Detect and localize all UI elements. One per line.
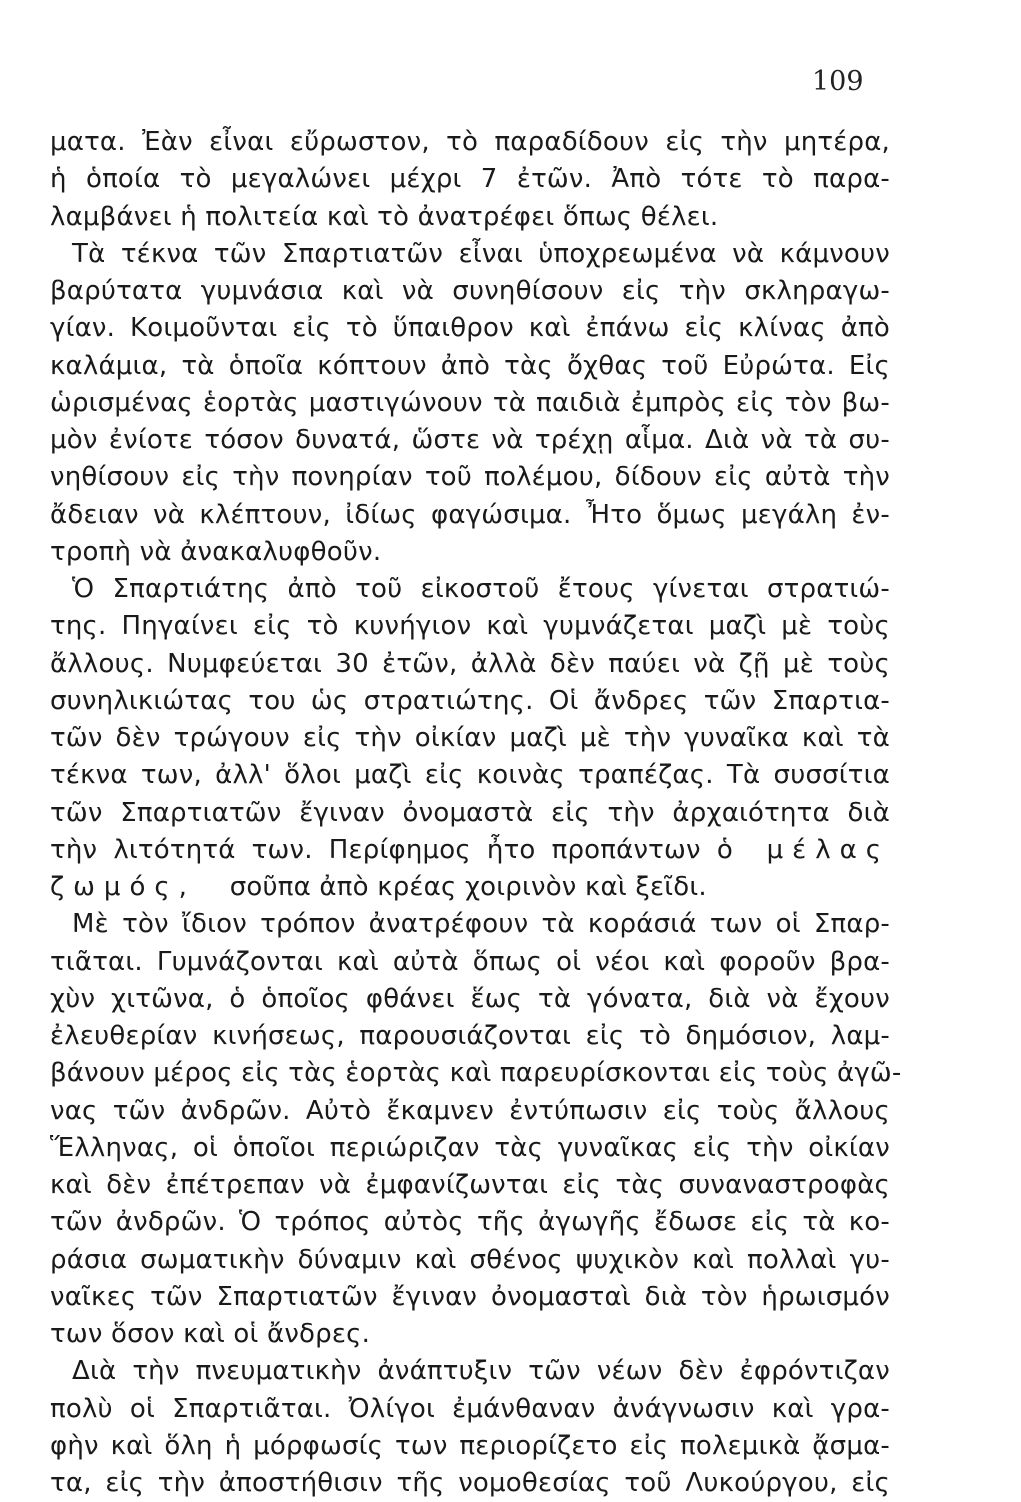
spaced-term: ζωμός, <box>50 872 196 902</box>
text-line: Μὲ τὸν ἴδιον τρόπον ἀνατρέφουν τὰ κοράσιά των οἱ Σπαρ- <box>72 909 890 940</box>
text-line: των ὅσον καὶ οἱ ἄνδρες. <box>50 1319 371 1349</box>
text-line: φὴν καὶ ὅλη ἡ μόρφωσίς των περιορίζετο εἰς πολεμικὰ ᾄσμα- <box>50 1430 890 1461</box>
text-line: ἄδειαν νὰ κλέπτουν, ἰδίως φαγώσιμα. Ἦτο ὅμως μεγάλη ἐν- <box>50 499 890 530</box>
text-line <box>50 832 890 869</box>
text-line: Ἕλληνας, οἱ ὁποῖοι περιώριζαν τὰς γυναῖκας εἰς τὴν οἰκίαν <box>50 1132 890 1163</box>
text-line: ἡ ὁποία τὸ μεγαλώνει μέχρι 7 ἐτῶν. Ἀπὸ τότε τὸ παρα- <box>50 164 890 195</box>
text-line: βαρύτατα γυμνάσια καὶ νὰ συνηθίσουν εἰς τὴν σκληραγω- <box>50 276 890 306</box>
text-line: ματα. Ἐὰν εἶναι εὔρωστον, τὸ παραδίδουν εἰς τὴν μητέρα, <box>50 127 890 157</box>
text-line: τῶν δὲν τρώγουν εἰς τὴν οἰκίαν μαζὶ μὲ τὴν γυναῖκα καὶ τὰ <box>50 723 890 753</box>
text-line: καὶ δὲν ἐπέτρεπαν νὰ ἐμφανίζωνται εἰς τὰς συναναστροφὰς <box>50 1170 890 1200</box>
text-line: γίαν. Κοιμοῦνται εἰς τὸ ὕπαιθρον καὶ ἐπάνω εἰς κλίνας ἀπὸ <box>50 313 890 344</box>
text-segment: σοῦπα ἀπὸ κρέας χοιρινὸν καὶ ξεῖδι. <box>229 872 707 902</box>
text-line: ράσια σωματικὴν δύναμιν καὶ σθένος ψυχικὸν καὶ πολλαὶ γυ- <box>50 1244 890 1275</box>
text-line: Ὁ Σπαρτιάτης ἀπὸ τοῦ εἰκοστοῦ ἔτους γίνεται στρατιώ- <box>72 574 890 604</box>
text-line: τῶν Σπαρτιατῶν ἔγιναν ὀνομαστὰ εἰς τὴν ἀρχαιότητα διὰ <box>50 797 890 828</box>
text-line: νηθίσουν εἰς τὴν πονηρίαν τοῦ πολέμου, δίδουν εἰς αὐτὰ τὴν <box>50 462 890 493</box>
text-segment: τὴν λιτότητά των. Περίφημος ἦτο προπάντων <box>50 834 701 865</box>
text-line: τέκνα των, ἀλλ' ὅλοι μαζὶ εἰς κοινὰς τραπέζας. Τὰ συσσίτια <box>50 760 890 791</box>
text-line: Τὰ τέκνα τῶν Σπαρτιατῶν εἶναι ὑποχρεωμένα νὰ κάμνουν <box>72 238 890 269</box>
text-line: της. Πηγαίνει εἰς τὸ κυνήγιον καὶ γυμνάζεται μαζὶ μὲ τοὺς <box>50 611 890 642</box>
text-line: πολὺ οἱ Σπαρτιᾶται. Ὀλίγοι ἐμάνθαναν ἀνάγνωσιν καὶ γρα- <box>50 1393 890 1424</box>
text-line: ἐλευθερίαν κινήσεως, παρουσιάζονται εἰς τὸ δημόσιον, λαμ- <box>50 1021 890 1051</box>
text-line: βάνουν μέρος εἰς τὰς ἑορτὰς καὶ παρευρίσκονται εἰς τοὺς ἀγῶ- <box>50 1058 902 1089</box>
text-line: λαμβάνει ἡ πολιτεία καὶ τὸ ἀνατρέφει ὅπως θέλει. <box>50 201 719 232</box>
text-line: καλάμια, τὰ ὁποῖα κόπτουν ἀπὸ τὰς ὄχθας τοῦ Εὐρώτα. Εἰς <box>50 350 890 381</box>
body-text <box>50 124 902 1502</box>
text-line: συνηλικιώτας του ὡς στρατιώτης. Οἱ ἄνδρες τῶν Σπαρτια- <box>50 685 890 716</box>
text-line: ὡρισμένας ἑορτὰς μαστιγώνουν τὰ παιδιὰ ἐμπρὸς εἰς τὸν βω- <box>50 387 890 418</box>
text-line: ἄλλους. Νυμφεύεται 30 ἐτῶν, ἀλλὰ δὲν παύει νὰ ζῇ μὲ τοὺς <box>50 648 890 679</box>
text-line: χὺν χιτῶνα, ὁ ὁποῖος φθάνει ἕως τὰ γόνατα, διὰ νὰ ἔχουν <box>50 983 890 1014</box>
text-line: τα, εἰς τὴν ἀποστήθισιν τῆς νομοθεσίας τοῦ Λυκούργου, εἰς <box>50 1468 890 1498</box>
spaced-term: ὁ μέλας <box>716 834 890 865</box>
text-line: ναῖκες τῶν Σπαρτιατῶν ἔγιναν ὀνομασταὶ διὰ τὸν ἡρωισμόν <box>50 1281 890 1312</box>
text-line: τροπὴ νὰ ἀνακαλυφθοῦν. <box>50 536 382 567</box>
text-line: Διὰ τὴν πνευματικὴν ἀνάπτυξιν τῶν νέων δὲν ἐφρόντιζαν <box>72 1356 890 1387</box>
text-line: νας τῶν ἀνδρῶν. Αὐτὸ ἔκαμνεν ἐντύπωσιν εἰς τοὺς ἄλλους <box>50 1095 890 1126</box>
text-line: τῶν ἀνδρῶν. Ὁ τρόπος αὐτὸς τῆς ἀγωγῆς ἔδωσε εἰς τὰ κο- <box>50 1207 890 1238</box>
text-line: μὸν ἐνίοτε τόσον δυνατά, ὥστε νὰ τρέχῃ αἷμα. Διὰ νὰ τὰ συ- <box>50 425 890 455</box>
page-number: 109 <box>812 66 864 97</box>
text-line: τιᾶται. Γυμνάζονται καὶ αὐτὰ ὅπως οἱ νέοι καὶ φοροῦν βρα- <box>50 946 890 977</box>
text-line <box>50 869 890 906</box>
